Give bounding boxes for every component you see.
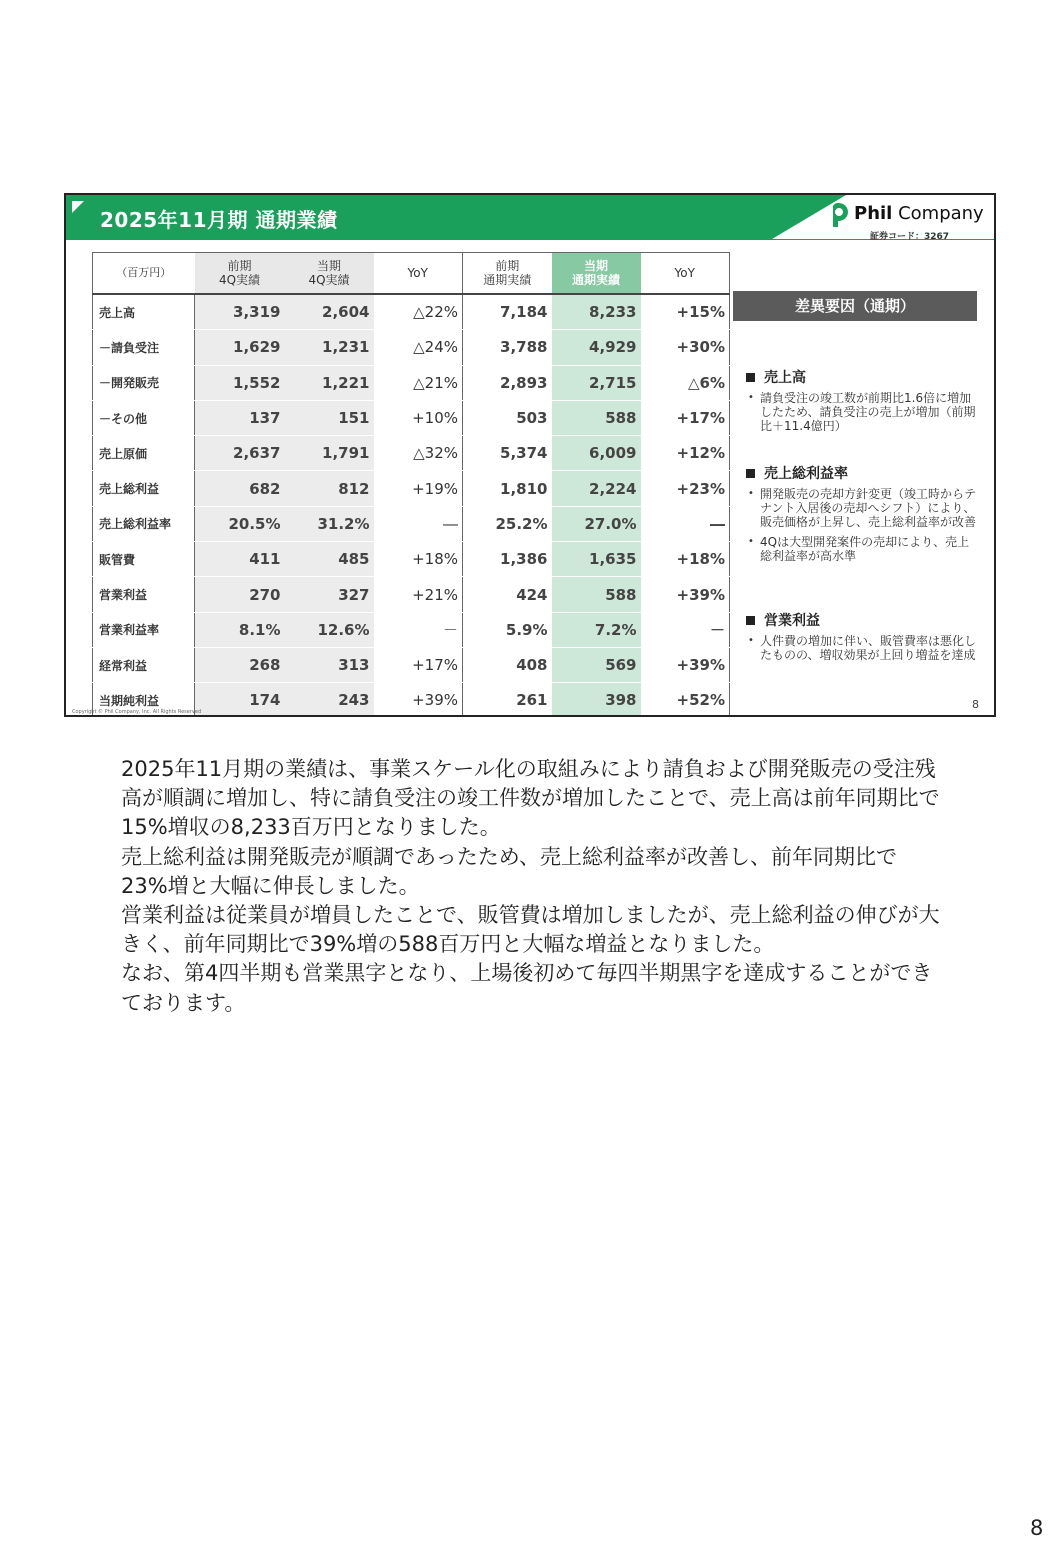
factor-bullet: • 人件費の増加に伴い、販管費率は悪化したものの、増収効果が上回り増益を達成 <box>746 634 980 662</box>
table-row <box>93 506 730 541</box>
table-row <box>93 400 730 435</box>
notes-paragraph: 2025年11月期の業績は、事業スケール化の取組みにより請負および開発販売の受注残高が順調に増加し、特に請負受注の竣工件数が増加したことで、売上高は前年同期比で15%増収の8,233百万円となりました。 <box>121 757 940 840</box>
cell-fy-cur: 8,233 <box>552 294 641 330</box>
cell-fy-cur: 398 <box>552 683 641 717</box>
cell-fy-cur: 588 <box>552 400 641 435</box>
row-label: －その他 <box>93 400 195 435</box>
company-logo <box>826 201 992 241</box>
cell-q-prev: 3,319 <box>195 294 285 330</box>
table-row <box>93 294 730 330</box>
square-bullet-icon <box>746 373 755 382</box>
cell-q-yoy: +18% <box>374 542 463 577</box>
row-label: 販管費 <box>93 542 195 577</box>
cell-q-prev: 20.5% <box>195 506 285 541</box>
cell-q-prev: 268 <box>195 647 285 682</box>
table-row <box>93 542 730 577</box>
cell-q-cur: 2,604 <box>285 294 374 330</box>
factor-title: 売上高 <box>746 367 980 387</box>
cell-fy-prev: 5,374 <box>463 436 552 471</box>
row-label: 売上総利益 <box>93 471 195 506</box>
row-label: 営業利益 <box>93 577 195 612</box>
notes-paragraph: 営業利益は従業員が増員したことで、販管費は増加しましたが、売上総利益の伸びが大きく、前年同期比で39%増の588百万円と大幅な増益となりました。 <box>121 903 940 957</box>
cell-fy-yoy: － <box>641 612 730 647</box>
notes-paragraph: 売上総利益は開発販売が順調であったため、売上総利益率が改善し、前年同期比で23%増と大幅に伸長しました。 <box>121 844 897 898</box>
cell-fy-cur: 569 <box>552 647 641 682</box>
cell-q-yoy: △22% <box>374 294 463 330</box>
cell-q-yoy: ― <box>374 506 463 541</box>
cell-q-prev: 682 <box>195 471 285 506</box>
notes-paragraph: なお、第4四半期も営業黒字となり、上場後初めて毎四半期黒字を達成することができております。 <box>121 961 933 1015</box>
cell-fy-prev: 2,893 <box>463 365 552 400</box>
table-row <box>93 436 730 471</box>
table-row <box>93 612 730 647</box>
row-label: 売上総利益率 <box>93 506 195 541</box>
factor-bullet: • 4Qは大型開発案件の売却により、売上総利益率が高水準 <box>746 535 980 563</box>
cell-fy-cur: 6,009 <box>552 436 641 471</box>
q-prev-header: 前期 4Q実績 <box>195 253 285 295</box>
cell-q-prev: 174 <box>195 683 285 717</box>
row-label: 営業利益率 <box>93 612 195 647</box>
slide <box>64 193 996 717</box>
row-label: 売上原価 <box>93 436 195 471</box>
cell-q-yoy: +21% <box>374 577 463 612</box>
page-number: 8 <box>1030 1516 1044 1540</box>
factor-title: 営業利益 <box>746 610 980 630</box>
cell-fy-yoy: +17% <box>641 400 730 435</box>
cell-fy-yoy: +39% <box>641 647 730 682</box>
cell-q-yoy: +19% <box>374 471 463 506</box>
cell-fy-prev: 503 <box>463 400 552 435</box>
factor-bullet: • 請負受注の竣工数が前期比1.6倍に増加したため、請負受注の売上が増加（前期比＋11.4億円） <box>746 391 980 433</box>
row-label: －請負受注 <box>93 330 195 365</box>
table-header-row <box>93 253 730 295</box>
cell-q-cur: 1,221 <box>285 365 374 400</box>
cell-q-prev: 137 <box>195 400 285 435</box>
cell-q-yoy: △32% <box>374 436 463 471</box>
cell-fy-cur: 27.0% <box>552 506 641 541</box>
cell-q-prev: 1,552 <box>195 365 285 400</box>
cell-q-cur: 313 <box>285 647 374 682</box>
cell-q-yoy: +17% <box>374 647 463 682</box>
cell-fy-cur: 2,224 <box>552 471 641 506</box>
cell-q-prev: 270 <box>195 577 285 612</box>
cell-fy-cur: 7.2% <box>552 612 641 647</box>
cell-q-cur: 12.6% <box>285 612 374 647</box>
cell-fy-yoy: +52% <box>641 683 730 717</box>
speaker-notes <box>121 755 941 1018</box>
table-row <box>93 471 730 506</box>
cell-fy-yoy: +30% <box>641 330 730 365</box>
table-row <box>93 330 730 365</box>
cell-fy-cur: 4,929 <box>552 330 641 365</box>
cell-fy-yoy: +12% <box>641 436 730 471</box>
copyright: Copyright © Phil Company, Inc. All Rights Reserved <box>72 709 202 715</box>
cell-q-prev: 411 <box>195 542 285 577</box>
cell-fy-prev: 25.2% <box>463 506 552 541</box>
cell-fy-prev: 3,788 <box>463 330 552 365</box>
slide-title: 2025年11月期 通期業績 <box>100 208 338 232</box>
cell-q-yoy: △24% <box>374 330 463 365</box>
cell-fy-prev: 424 <box>463 577 552 612</box>
fy-yoy-header: YoY <box>641 253 730 295</box>
phil-logo-icon <box>826 201 850 229</box>
cell-q-cur: 1,791 <box>285 436 374 471</box>
row-label: －開発販売 <box>93 365 195 400</box>
factors-heading: 差異要因（通期） <box>733 291 977 321</box>
cell-fy-yoy: +18% <box>641 542 730 577</box>
row-label: 経常利益 <box>93 647 195 682</box>
cell-fy-prev: 408 <box>463 647 552 682</box>
cell-q-cur: 243 <box>285 683 374 717</box>
cell-q-cur: 812 <box>285 471 374 506</box>
cell-q-yoy: － <box>374 612 463 647</box>
q-cur-header: 当期 4Q実績 <box>285 253 374 295</box>
square-bullet-icon <box>746 616 755 625</box>
cell-fy-yoy: △6% <box>641 365 730 400</box>
cell-q-cur: 327 <box>285 577 374 612</box>
q-yoy-header: YoY <box>374 253 463 295</box>
cell-fy-yoy: +23% <box>641 471 730 506</box>
fy-prev-header: 前期 通期実績 <box>463 253 552 295</box>
cell-q-yoy: +39% <box>374 683 463 717</box>
cell-q-yoy: +10% <box>374 400 463 435</box>
slide-page-number: 8 <box>972 698 979 711</box>
cell-q-yoy: △21% <box>374 365 463 400</box>
factor-section-sales <box>746 367 980 439</box>
cell-fy-prev: 5.9% <box>463 612 552 647</box>
cell-fy-yoy: ― <box>641 506 730 541</box>
factor-title: 売上総利益率 <box>746 463 980 483</box>
cell-fy-prev: 7,184 <box>463 294 552 330</box>
logo-text: Phil Company <box>854 203 984 224</box>
cell-fy-yoy: +39% <box>641 577 730 612</box>
row-label: 売上高 <box>93 294 195 330</box>
factor-section-operating-profit <box>746 610 980 668</box>
cell-q-cur: 1,231 <box>285 330 374 365</box>
stock-code: 証券コード：3267 <box>870 232 950 242</box>
fy-cur-header: 当期 通期実績 <box>552 253 641 295</box>
unit-header: （百万円） <box>93 253 195 295</box>
cell-fy-cur: 588 <box>552 577 641 612</box>
factor-bullet: • 開発販売の売却方針変更（竣工時からテナント入居後の売却へシフト）により、販売価格が上昇し、売上総利益率が改善 <box>746 487 980 529</box>
cell-q-cur: 485 <box>285 542 374 577</box>
financial-table <box>92 252 730 717</box>
table-row <box>93 577 730 612</box>
row-label: 当期純利益 <box>93 683 195 717</box>
square-bullet-icon <box>746 469 755 478</box>
factor-section-gross-margin <box>746 463 980 569</box>
cell-fy-cur: 2,715 <box>552 365 641 400</box>
cell-fy-yoy: +15% <box>641 294 730 330</box>
cell-q-prev: 2,637 <box>195 436 285 471</box>
cell-fy-cur: 1,635 <box>552 542 641 577</box>
cell-q-cur: 31.2% <box>285 506 374 541</box>
cell-q-prev: 8.1% <box>195 612 285 647</box>
table-row <box>93 647 730 682</box>
cell-fy-prev: 1,386 <box>463 542 552 577</box>
cell-q-prev: 1,629 <box>195 330 285 365</box>
cell-fy-prev: 1,810 <box>463 471 552 506</box>
cell-fy-prev: 261 <box>463 683 552 717</box>
table-row <box>93 365 730 400</box>
cell-q-cur: 151 <box>285 400 374 435</box>
table-body <box>93 294 730 717</box>
